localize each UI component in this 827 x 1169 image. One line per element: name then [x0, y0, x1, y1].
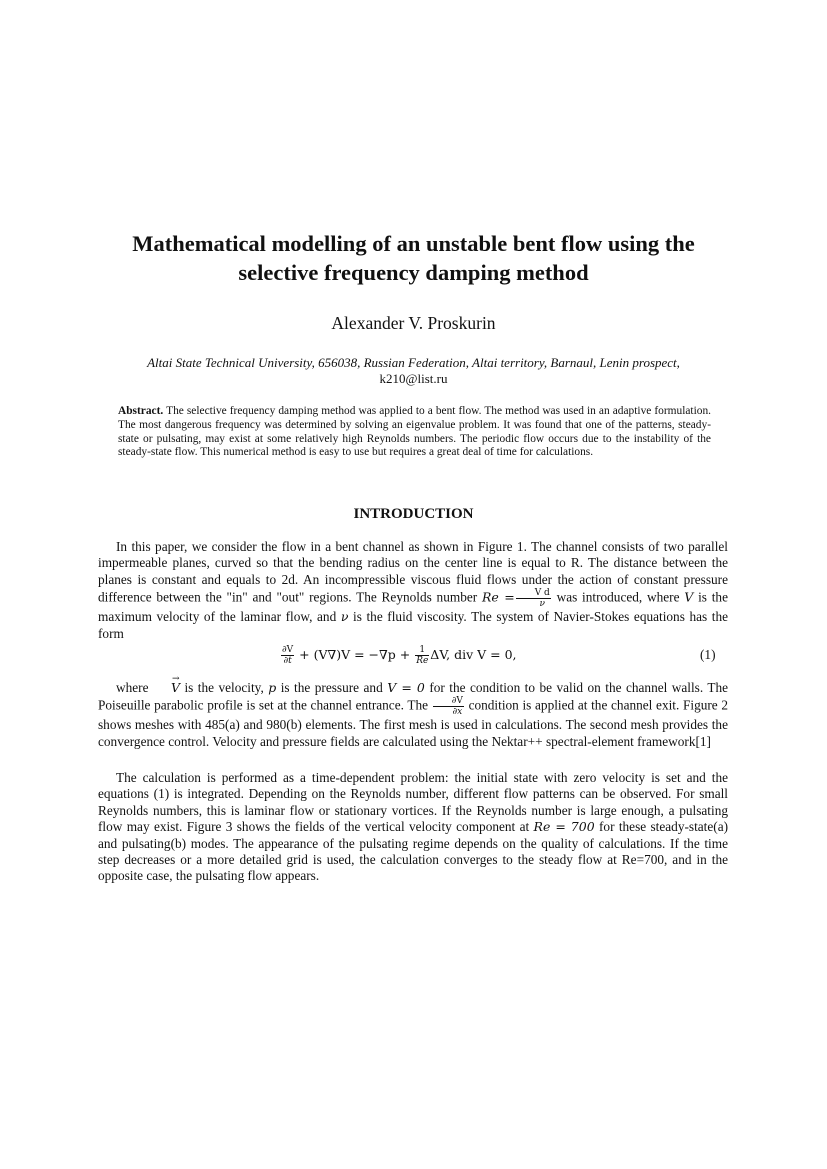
para1-text-4: is the fluid viscosity. The system of Navier-Stokes equations has the form	[98, 609, 729, 641]
wall-condition: V = 0	[387, 680, 425, 695]
para1-text-3: is the maximum velocity of the laminar flow, and	[98, 589, 728, 625]
reynolds-symbol: Re =	[481, 589, 515, 605]
pressure-symbol: p	[268, 680, 277, 695]
para2-text-5: condition is applied at the channel exit. Figure 2 shows meshes with 485(a) and 980(b) elements. The first mesh is used in calculations. The second mesh provides the convergence control. Velocity and pressure fields are calculated using the Nektar++ spectral-element framework[1]	[98, 697, 729, 749]
velocity-vector: → V	[153, 680, 180, 696]
exit-derivative-den: ∂x	[452, 707, 463, 718]
author-email: k210@list.ru	[379, 371, 448, 386]
para2-text-4: for the condition to be valid on the channel walls. The Poiseuille parabolic profile is set at the channel entrance. The	[98, 680, 729, 713]
paper-title	[80, 229, 747, 287]
affiliation-institution: Altai State Technical University	[147, 355, 312, 370]
paragraph-2	[98, 680, 728, 750]
paragraph-1	[98, 539, 728, 642]
time-derivative	[281, 645, 294, 666]
velocity-symbol: V	[684, 589, 694, 605]
title-line-1: Mathematical modelling of an unstable bent flow using the	[132, 231, 695, 256]
title-line-2: selective frequency damping method	[238, 260, 589, 285]
para1-text-2: was introduced, where	[556, 589, 680, 605]
abstract-label: Abstract.	[118, 405, 164, 417]
time-derivative-den: ∂t	[283, 656, 292, 666]
para1-text-1: In this paper, we consider the flow in a bent channel as shown in Figure 1. The channel consists of two parallel impermeable planes, curved so that the bending radius on the center line is equal to R. The distance between the planes is constant and equals to 2d. An incompressible viscous fluid flows under the action of constant pressure difference between the "in" and "out" regions. The Reynolds number	[98, 539, 728, 605]
reynolds-700: Re = 700	[533, 819, 595, 835]
reynolds-numerator: V d	[516, 588, 551, 599]
inverse-re-num: 1	[415, 645, 429, 656]
affiliation-address: , 656038, Russian Federation, Altai territory, Barnaul, Lenin prospect,	[311, 355, 680, 370]
reynolds-denominator: ν	[539, 599, 545, 610]
inverse-re-den: Re	[416, 656, 429, 666]
para3-text-1: The calculation is performed as a time-dependent problem: the initial state with zero velocity is set and the equations (1) is integrated. Depending on the Reynolds number, different flow patterns can be observed. For small Reynolds numbers, this is laminar flow or stationary vortices. If the Reynolds number is large enough, a pulsating flow may exist. Figure 3 shows the fields of the vertical velocity component at	[98, 770, 728, 835]
inverse-re	[415, 645, 429, 666]
navier-stokes-equation	[280, 640, 580, 670]
time-derivative-num: ∂V	[282, 645, 294, 655]
equation-middle: + (V∇)V = −∇p +	[299, 647, 411, 662]
exit-derivative	[433, 696, 464, 717]
equation-number: (1)	[700, 647, 716, 662]
abstract-text: The selective frequency damping method was applied to a bent flow. The method was used in an adaptive formulation. The most dangerous frequency was determined by solving an eigenvalue problem. It was found that one of the patterns, steady-state or pulsating, may exist at some relatively high Reynolds numbers. The periodic flow occurs due to the instability of the steady-state flow. This numerical method is easy to use but requires a great deal of time for calculations.	[118, 405, 711, 459]
para2-text-3: is the pressure and	[280, 680, 383, 695]
paragraph-3	[98, 770, 728, 885]
viscosity-symbol: ν	[340, 609, 349, 625]
affiliation	[90, 355, 737, 371]
reynolds-fraction	[516, 588, 551, 609]
exit-derivative-num: ∂V	[433, 696, 464, 707]
section-heading: INTRODUCTION	[353, 506, 474, 522]
author-name: Alexander V. Proskurin	[331, 313, 496, 333]
para2-text-1: where	[116, 680, 149, 695]
para3-text-2: for these steady-state(a) and pulsating(b) modes. The appearance of the pulsating regime depends on the quality of calculations. If the time step decreases or a more detailed grid is used, the calculation converges to the steady flow at Re=700, and in the opposite case, the pulsating flow appears.	[98, 819, 729, 884]
abstract	[118, 405, 711, 460]
para2-text-2: is the velocity,	[184, 680, 264, 695]
equation-tail: ΔV, div V = 0,	[430, 647, 517, 662]
